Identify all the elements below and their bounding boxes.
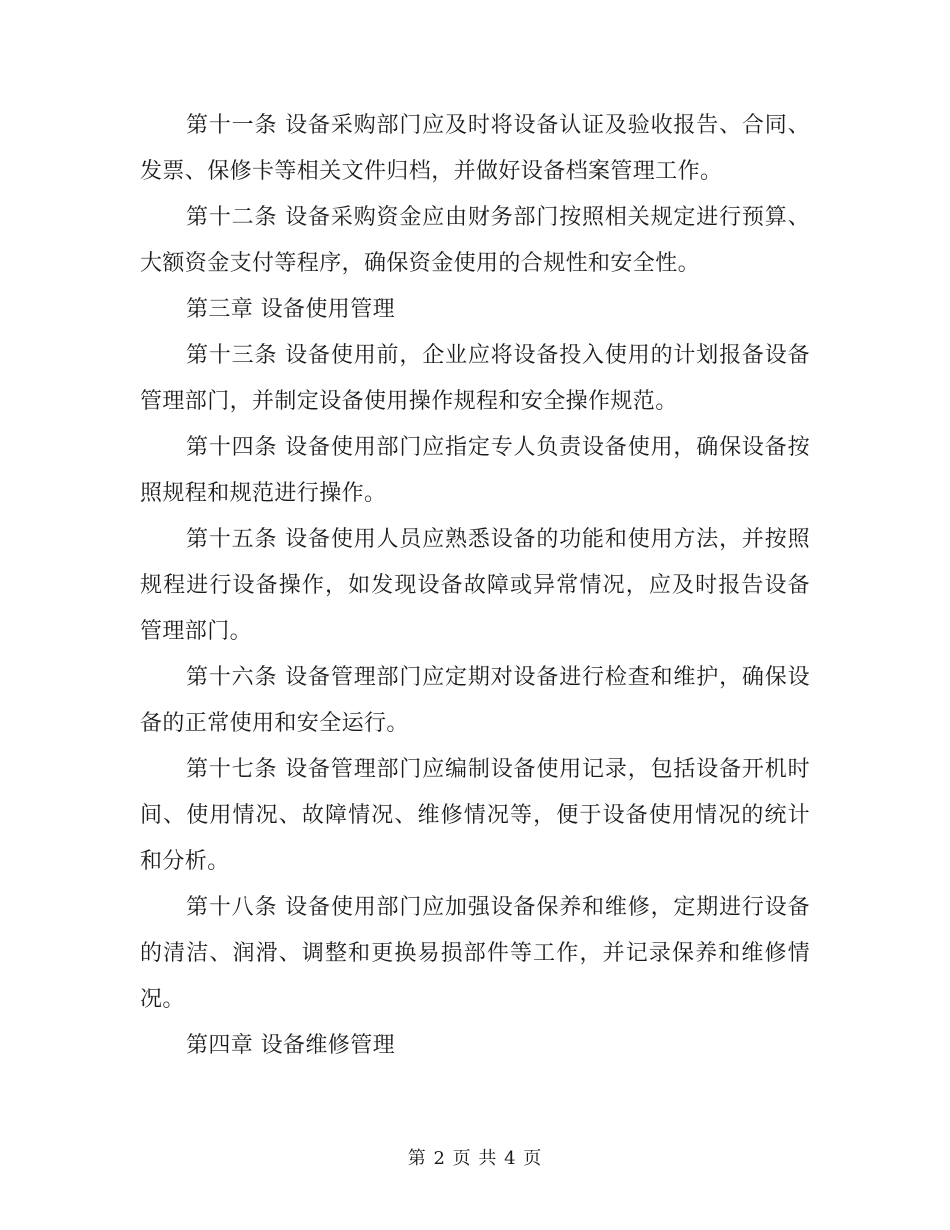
chapter-4-heading: 第四章 设备维修管理 [186, 1033, 395, 1058]
article-13-paragraph: 第十三条 设备使用前，企业应将设备投入使用的计划报备设备管理部门，并制定设备使用操作规程和安全操作规范。 [140, 343, 810, 414]
page-number-footer: 第 2 页 共 4 页 [407, 1148, 543, 1169]
article-15-paragraph: 第十五条 设备使用人员应熟悉设备的功能和使用方法，并按照规程进行设备操作，如发现设备故障或异常情况，应及时报告设备管理部门。 [140, 527, 810, 644]
article-16-paragraph: 第十六条 设备管理部门应定期对设备进行检查和维护，确保设备的正常使用和安全运行。 [140, 665, 810, 736]
article-17-paragraph: 第十七条 设备管理部门应编制设备使用记录，包括设备开机时间、使用情况、故障情况、维修情况等，便于设备使用情况的统计和分析。 [140, 757, 810, 874]
document-body [140, 103, 810, 1069]
article-18-paragraph: 第十八条 设备使用部门应加强设备保养和维修，定期进行设备的清洁、润滑、调整和更换易损部件等工作，并记录保养和维修情况。 [140, 895, 810, 1012]
article-14-paragraph: 第十四条 设备使用部门应指定专人负责设备使用，确保设备按照规程和规范进行操作。 [140, 435, 810, 506]
chapter-3-heading: 第三章 设备使用管理 [186, 297, 395, 322]
article-11-paragraph: 第十一条 设备采购部门应及时将设备认证及验收报告、合同、发票、保修卡等相关文件归档，并做好设备档案管理工作。 [140, 113, 810, 184]
article-12-paragraph: 第十二条 设备采购资金应由财务部门按照相关规定进行预算、大额资金支付等程序，确保资金使用的合规性和安全性。 [140, 205, 810, 276]
